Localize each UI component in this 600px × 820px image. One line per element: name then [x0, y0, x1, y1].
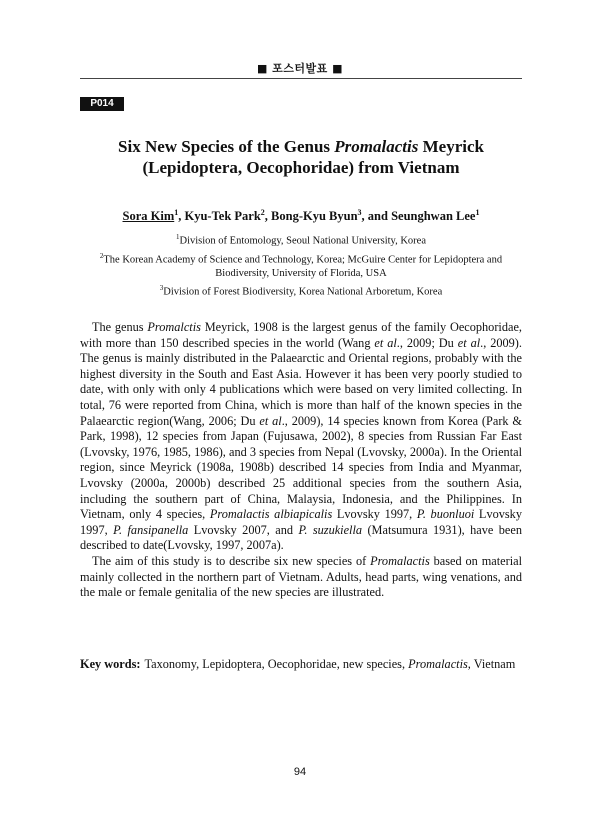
affiliation-3-num: 3	[159, 284, 164, 292]
author-3-affil: 3	[357, 208, 362, 217]
abstract-italic: P. suzukiella	[298, 522, 363, 537]
author-1: Sora Kim	[122, 209, 175, 224]
abstract-text: Lvovsky 2007, and	[188, 522, 299, 537]
title-line-2: (Lepidoptera, Oecophoridae) from Vietnam	[142, 158, 460, 177]
affiliation-3	[80, 281, 522, 300]
keywords-italic: Promalactis,	[408, 657, 471, 671]
keywords-text-2: Vietnam	[470, 657, 516, 671]
keywords-text: Taxonomy, Lepidoptera, Oecophoridae, new species,	[144, 657, 409, 671]
abstract-paragraph-1	[80, 320, 522, 554]
abstract-italic: Promalactis albiapicalis	[209, 507, 333, 522]
affiliation-1-num: 1	[175, 233, 180, 241]
paper-title	[80, 136, 522, 178]
abstract-text: ., 2009). The genus is mainly distributed in the Palaearctic and Oriental regions, probably with the highest diversity in the South and East Asia. However it has been very poorly studied to date, with only with only 4 publications which were based on very limited collecting. In total, 76 were reported from China, which is more than half of the known species in the Palaearctic region(Wang, 2006; Du	[80, 335, 522, 428]
abstract-text: The aim of this study is to describe six new species of	[92, 553, 371, 568]
author-1-affil: 1	[174, 208, 179, 217]
author-2-affil: 2	[260, 208, 265, 217]
keywords	[80, 657, 522, 673]
abstract-text: based on material mainly collected in the northern part of Vietnam. Adults, head parts, wing venations, and the male or female genitalia of the new species are illustrated.	[80, 553, 522, 600]
title-genus: Promalactis	[334, 137, 419, 156]
keywords-list	[144, 657, 522, 673]
affiliation-3-text: Division of Forest Biodiversity, Korea National Arboretum, Korea	[163, 286, 443, 298]
abstract-body	[80, 320, 522, 601]
abstract-paragraph-2	[80, 554, 522, 601]
affiliation-1	[80, 230, 522, 249]
abstract-text: The genus	[92, 320, 148, 334]
title-text-2: Meyrick	[418, 137, 484, 156]
keywords-label: Key words:	[80, 657, 141, 671]
author-4-affil: 1	[475, 208, 480, 217]
abstract-italic: P. buonluoi	[416, 507, 475, 522]
affiliation-2-num: 2	[99, 251, 104, 260]
abstract-italic: et al	[374, 335, 397, 350]
title-text: Six New Species of the Genus	[118, 137, 335, 156]
abstract-text: (Matsumura 1931), have been described to date(Lvovsky, 1997, 2007a).	[80, 522, 522, 553]
abstract-italic: et al	[457, 335, 481, 350]
page-number: 94	[293, 766, 307, 778]
abstract-text: Lvovsky 1997,	[80, 507, 522, 537]
abstract-italic: Promalactis	[370, 553, 430, 568]
affiliation-1-text: Division of Entomology, Seoul National University, Korea	[179, 235, 427, 247]
affiliation-2-text: The Korean Academy of Science and Technology, Korea; McGuire Center for Lepidoptera and Biodiversity, University of Florida, USA	[103, 254, 503, 279]
affiliation-2	[80, 249, 522, 282]
author-3: , Bong-Kyu Byun	[264, 209, 358, 224]
abstract-text: ., 2009; Du	[396, 335, 458, 350]
author-2: , Kyu-Tek Park	[178, 209, 261, 224]
author-4: , and Seunghwan Lee	[361, 209, 476, 224]
abstract-italic: et al	[259, 413, 282, 428]
section-header: ■ 포스터발표 ■	[256, 62, 344, 75]
abstract-italic: P. fansipanella	[113, 522, 189, 537]
affiliations	[80, 230, 522, 300]
abstract-italic: Promalctis	[147, 320, 201, 334]
header-divider	[80, 78, 522, 79]
abstract-text: Meyrick, 1908 is the largest genus of the family Oecophoridae, with more than 150 described species in the world (Wang	[80, 320, 522, 350]
abstract-text: Lvovsky 1997,	[332, 507, 417, 522]
poster-id-badge: P014	[80, 97, 124, 111]
abstract-text: ., 2009), 14 species known from Korea (Park & Park, 1998), 12 species from Japan (Fujusawa, 2002), 8 species from Russian Far East (Lvovsky, 1976, 1985, 1986), and 3 species from Nepal (Lvovsky, 2000a). In the Oriental region, since Meyrick (1908a, 1908b) described 14 species from India and Myanmar, Lvovsky (2000a, 2000b) described 25 additional species from the southern Asia, including the southern part of China, Malaysia, Indonesia, and the Philippines. In Vietnam, only 4 species,	[80, 413, 522, 522]
author-list	[80, 208, 522, 224]
